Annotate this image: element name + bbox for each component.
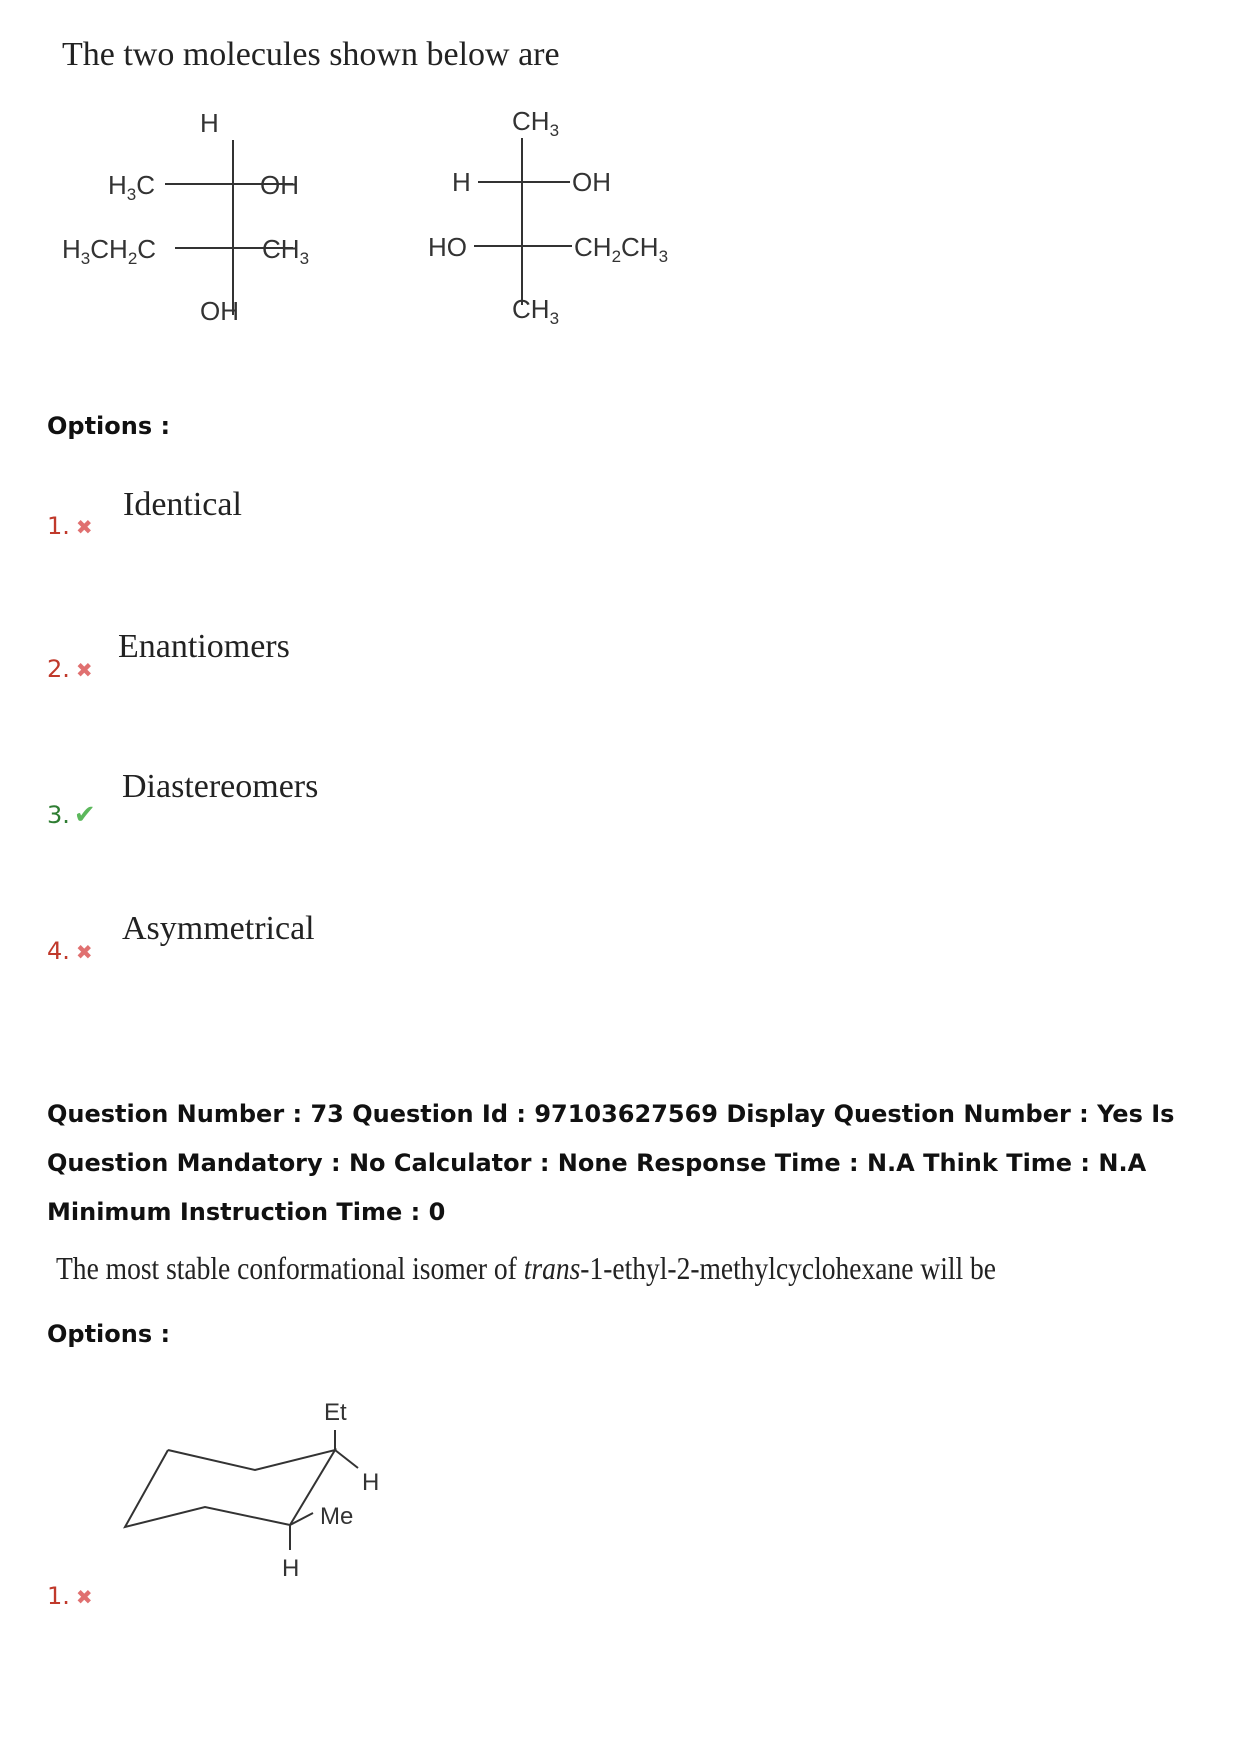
chair-conformation-diagram — [110, 1390, 410, 1590]
option-2-number: 2. ✖ — [47, 655, 93, 683]
mol-b-row2-right: $CH_2CH_3$ — [574, 232, 669, 266]
label-me: Me — [320, 1503, 354, 1530]
mol-b-row1-left: H — [452, 167, 471, 197]
mol-a-top: H — [200, 108, 219, 138]
option-1-text[interactable]: Identical — [123, 486, 242, 523]
mol-a-row1-left: $H_3C$ — [108, 170, 156, 204]
question-text: The two molecules shown below are — [62, 36, 560, 73]
options-label: Options : — [47, 412, 171, 440]
question-text: The most stable conformational isomer of trans-1-ethyl-2-methylcyclohexane will be — [56, 1250, 997, 1286]
mol-a-bottom: OH — [200, 296, 239, 326]
option-2-text[interactable]: Enantiomers — [118, 628, 290, 665]
mol-b-top: $CH_3$ — [512, 106, 560, 140]
label-et: Et — [324, 1399, 347, 1426]
mol-a-row2-left: $H_3CH_2C$ — [62, 234, 157, 268]
correct-mark-icon: ✔ — [73, 800, 96, 830]
wrong-mark-icon: ✖ — [75, 940, 93, 964]
option-1-number: 1. ✖ — [47, 1582, 93, 1610]
molecule-a-labels — [62, 108, 309, 326]
question-meta: Question Number : 73 Question Id : 97103627569 Display Question Number : Yes Is Question Mandatory : No Calculator : None Response Time : N.A Think Time : N.A Minimum Instruction Time : 0 — [47, 1100, 1175, 1226]
option-1-number: 1. ✖ — [47, 512, 93, 540]
mol-a-row2-right: $CH_3$ — [262, 234, 310, 268]
option-4-text[interactable]: Asymmetrical — [122, 910, 315, 947]
mol-b-row1-right: OH — [572, 167, 611, 197]
option-3-number: 3. ✔ — [47, 800, 96, 830]
mol-a-row1-right: OH — [260, 170, 299, 200]
option-3-text[interactable]: Diastereomers — [122, 768, 319, 805]
wrong-mark-icon: ✖ — [75, 658, 93, 682]
label-h-bottom: H — [282, 1555, 300, 1582]
fischer-projections — [40, 100, 760, 370]
mol-b-bottom: $CH_3$ — [512, 294, 560, 328]
mol-b-row2-left: HO — [428, 232, 467, 262]
options-label: Options : — [47, 1320, 171, 1348]
molecule-b-bonds — [474, 138, 572, 305]
option-4-number: 4. ✖ — [47, 937, 93, 965]
molecule-a-bonds — [165, 140, 293, 315]
molecule-b-labels — [428, 106, 668, 328]
wrong-mark-icon: ✖ — [75, 1585, 93, 1609]
label-h-axial: H — [362, 1469, 380, 1496]
wrong-mark-icon: ✖ — [75, 515, 93, 539]
